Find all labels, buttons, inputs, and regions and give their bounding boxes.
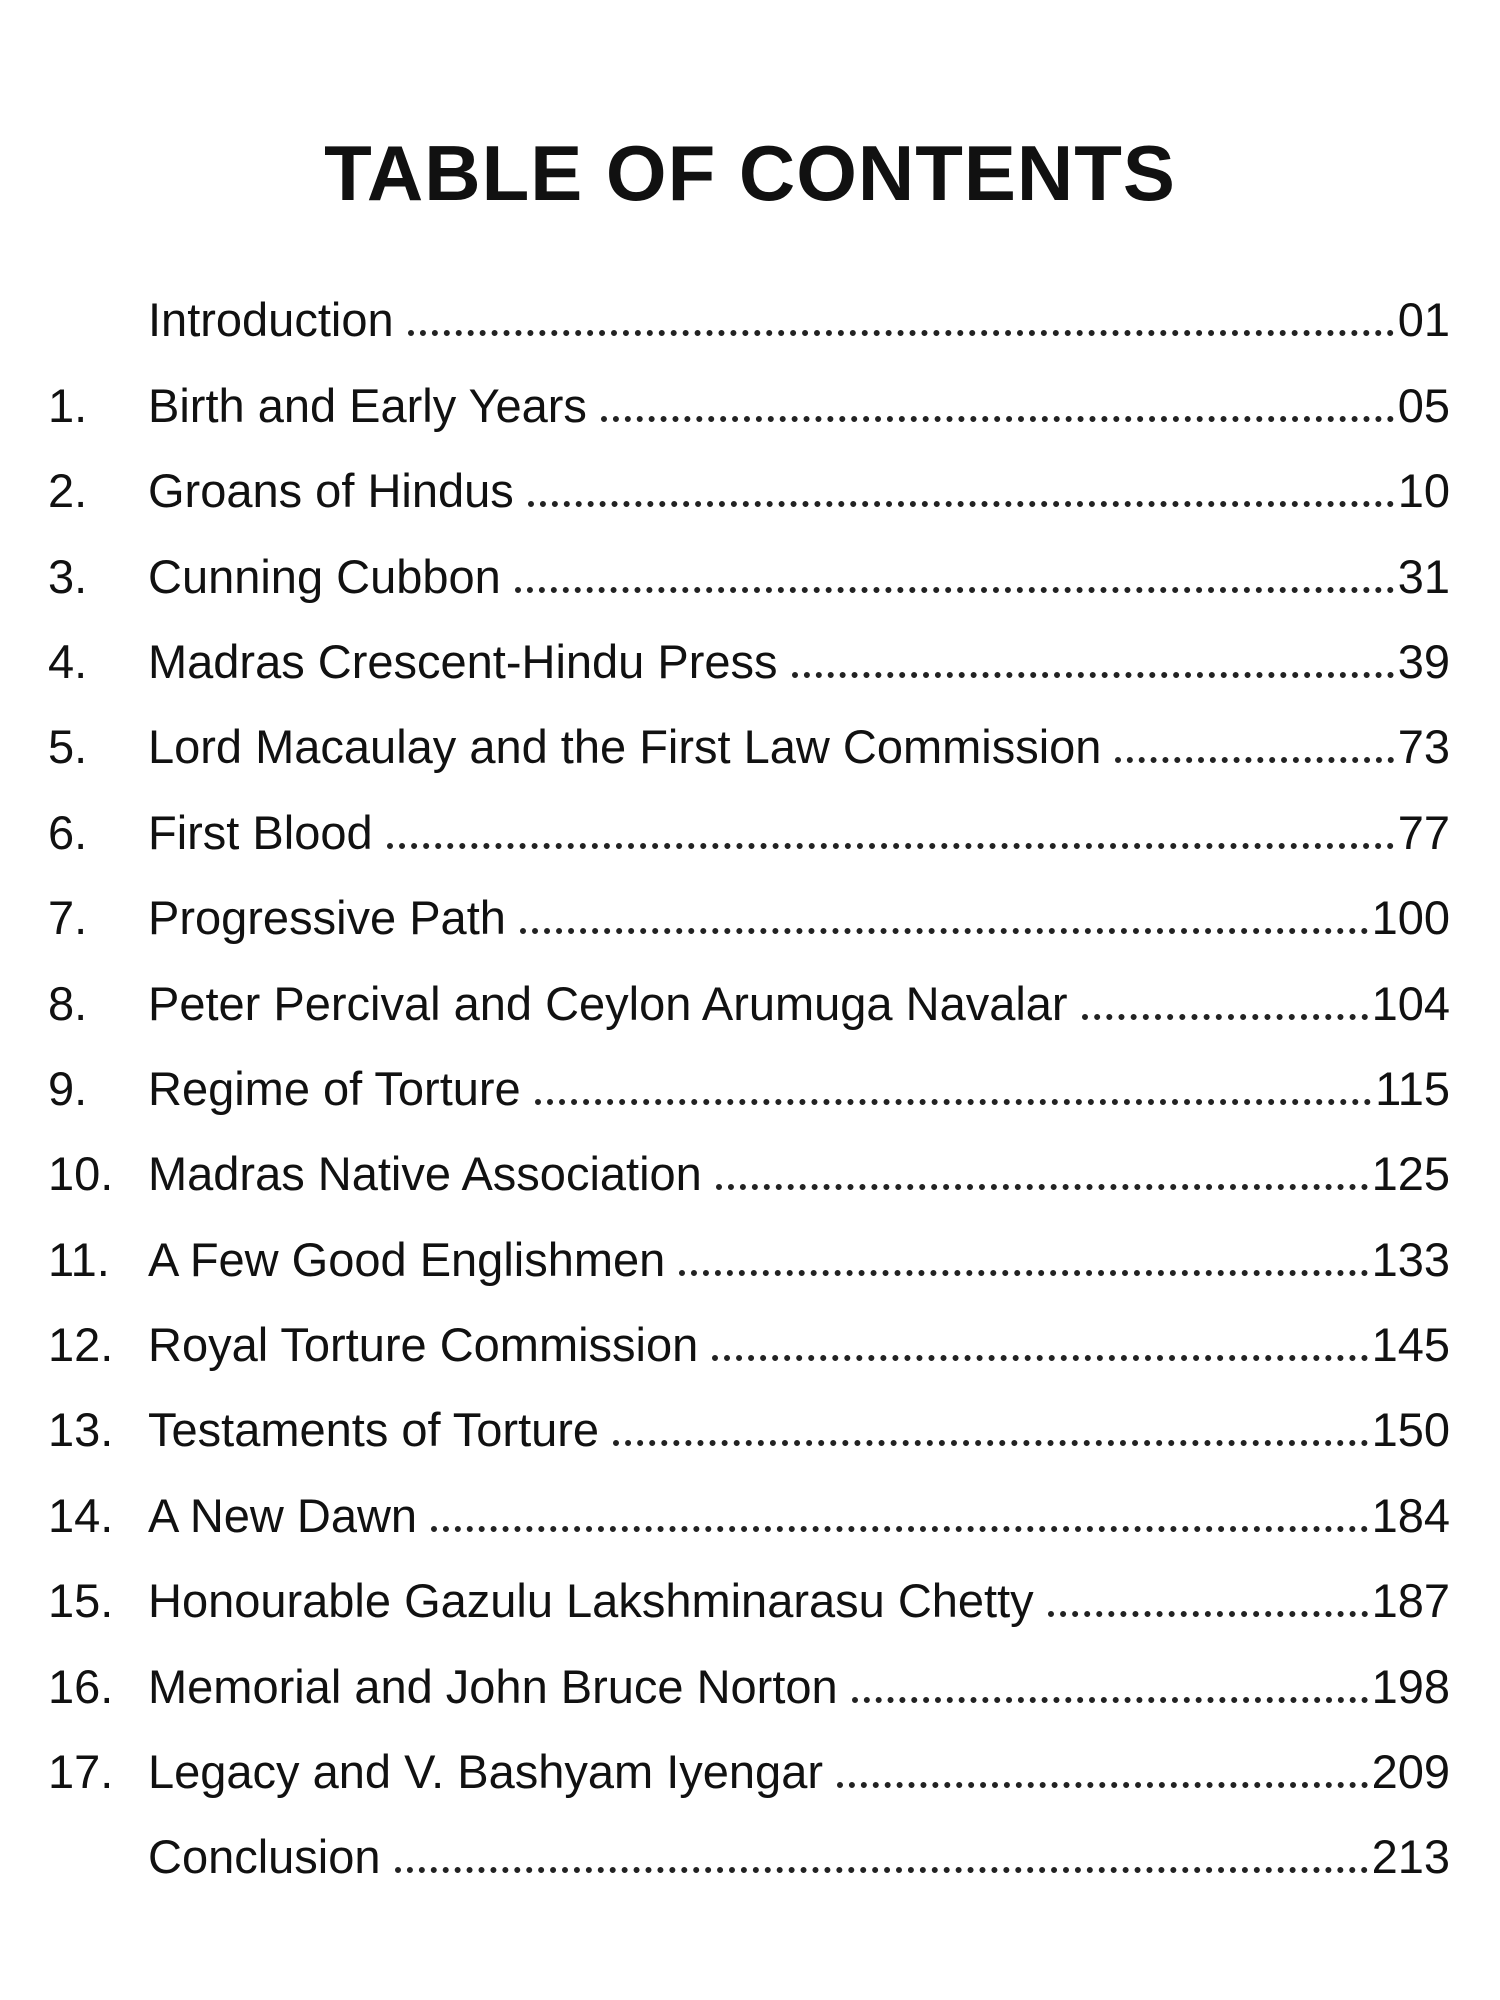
- toc-number: 8.: [48, 976, 88, 1030]
- toc-page-number: 100: [1371, 891, 1450, 945]
- toc-label: Memorial and John Bruce Norton: [148, 1659, 838, 1713]
- toc-page-number: 31: [1397, 549, 1450, 603]
- toc-number: 10.: [48, 1147, 114, 1201]
- toc-row: [0, 272, 1500, 357]
- toc-entry: [148, 463, 1450, 518]
- toc-page-number: 184: [1371, 1488, 1450, 1542]
- dot-leader: [716, 1178, 1368, 1190]
- toc-label: Legacy and V. Bashyam Iyengar: [148, 1745, 823, 1799]
- dot-leader: [408, 324, 1394, 336]
- toc-page-number: 10: [1397, 464, 1450, 518]
- toc-number: 12.: [48, 1318, 114, 1372]
- toc-row: [0, 528, 1500, 613]
- toc-label: Conclusion: [148, 1830, 381, 1884]
- dot-leader: [1048, 1605, 1368, 1617]
- toc-number: 9.: [48, 1061, 88, 1115]
- toc-entry: [148, 292, 1450, 347]
- dot-leader: [712, 1349, 1367, 1361]
- dot-leader: [387, 837, 1394, 849]
- toc-entry: [148, 378, 1450, 433]
- dot-leader: [1115, 751, 1393, 763]
- toc-entry: [148, 634, 1450, 689]
- table-of-contents: [0, 272, 1500, 1894]
- toc-row: [0, 1126, 1500, 1211]
- toc-row: [0, 1553, 1500, 1638]
- toc-row: [0, 784, 1500, 869]
- toc-number: 4.: [48, 634, 88, 688]
- toc-entry: [148, 1488, 1450, 1543]
- toc-row: [0, 1041, 1500, 1126]
- toc-entry: [148, 1232, 1450, 1287]
- dot-leader: [528, 495, 1394, 507]
- toc-page-number: 73: [1397, 720, 1450, 774]
- toc-page-number: 125: [1371, 1147, 1450, 1201]
- dot-leader: [601, 410, 1394, 422]
- dot-leader: [515, 581, 1394, 593]
- toc-label: Madras Crescent-Hindu Press: [148, 634, 778, 688]
- toc-entry: [148, 1744, 1450, 1799]
- toc-number: 13.: [48, 1403, 114, 1457]
- toc-entry: [148, 1659, 1450, 1714]
- toc-entry: [148, 1829, 1450, 1884]
- toc-label: Birth and Early Years: [148, 378, 587, 432]
- toc-page-number: 104: [1371, 976, 1450, 1030]
- toc-row: [0, 614, 1500, 699]
- toc-number: 3.: [48, 549, 88, 603]
- dot-leader: [679, 1264, 1367, 1276]
- dot-leader: [613, 1434, 1368, 1446]
- dot-leader: [792, 666, 1394, 678]
- toc-page-number: 145: [1371, 1318, 1450, 1372]
- toc-number: 15.: [48, 1574, 114, 1628]
- toc-entry: [148, 805, 1450, 860]
- toc-number: 16.: [48, 1659, 114, 1713]
- dot-leader: [535, 1093, 1371, 1105]
- toc-row: [0, 699, 1500, 784]
- toc-label: Madras Native Association: [148, 1147, 702, 1201]
- toc-entry: [148, 719, 1450, 774]
- toc-row: [0, 1211, 1500, 1296]
- toc-label: Royal Torture Commission: [148, 1318, 699, 1372]
- toc-number: 2.: [48, 464, 88, 518]
- toc-page-number: 150: [1371, 1403, 1450, 1457]
- toc-page-number: 187: [1371, 1574, 1450, 1628]
- toc-page-number: 115: [1375, 1061, 1450, 1115]
- toc-entry: [148, 1317, 1450, 1372]
- toc-number: 11.: [48, 1232, 110, 1286]
- toc-label: Introduction: [148, 293, 394, 347]
- toc-entry: [148, 549, 1450, 604]
- toc-entry: [148, 976, 1450, 1031]
- toc-page-number: 77: [1397, 805, 1450, 859]
- toc-label: Testaments of Torture: [148, 1403, 600, 1457]
- dot-leader: [1082, 1008, 1368, 1020]
- toc-entry: [148, 890, 1450, 945]
- toc-page-number: 198: [1371, 1659, 1450, 1713]
- toc-row: [0, 1297, 1500, 1382]
- toc-label: A New Dawn: [148, 1488, 418, 1542]
- toc-label: Groans of Hindus: [148, 464, 514, 518]
- dot-leader: [852, 1691, 1368, 1703]
- toc-page-number: 209: [1371, 1745, 1450, 1799]
- toc-page-number: 133: [1371, 1232, 1450, 1286]
- toc-number: 17.: [48, 1745, 114, 1799]
- toc-row: [0, 955, 1500, 1040]
- toc-row: [0, 357, 1500, 442]
- dot-leader: [431, 1520, 1368, 1532]
- toc-entry: [148, 1061, 1450, 1116]
- toc-label: Cunning Cubbon: [148, 549, 501, 603]
- dot-leader: [520, 922, 1368, 934]
- toc-entry: [148, 1402, 1450, 1457]
- toc-label: Regime of Torture: [148, 1061, 521, 1115]
- toc-number: 6.: [48, 805, 88, 859]
- toc-label: Honourable Gazulu Lakshminarasu Chetty: [148, 1574, 1034, 1628]
- toc-number: 5.: [48, 720, 88, 774]
- toc-row: [0, 1724, 1500, 1809]
- toc-label: Lord Macaulay and the First Law Commission: [148, 720, 1102, 774]
- toc-row: [0, 1467, 1500, 1552]
- toc-row: [0, 1809, 1500, 1894]
- toc-number: 1.: [48, 378, 88, 432]
- toc-number: 7.: [48, 891, 88, 945]
- toc-entry: [148, 1573, 1450, 1628]
- toc-page-number: 01: [1397, 293, 1450, 347]
- toc-number: 14.: [48, 1488, 114, 1542]
- toc-page-number: 05: [1397, 378, 1450, 432]
- toc-label: Peter Percival and Ceylon Arumuga Navalar: [148, 976, 1068, 1030]
- toc-entry: [148, 1146, 1450, 1201]
- toc-row: [0, 870, 1500, 955]
- toc-row: [0, 443, 1500, 528]
- toc-label: A Few Good Englishmen: [148, 1232, 666, 1286]
- toc-label: First Blood: [148, 805, 373, 859]
- dot-leader: [395, 1861, 1368, 1873]
- toc-row: [0, 1382, 1500, 1467]
- toc-label: Progressive Path: [148, 891, 506, 945]
- toc-page-number: 213: [1371, 1830, 1450, 1884]
- page-title: TABLE OF CONTENTS: [324, 129, 1176, 217]
- toc-page-number: 39: [1397, 634, 1450, 688]
- dot-leader: [837, 1776, 1368, 1788]
- toc-row: [0, 1638, 1500, 1723]
